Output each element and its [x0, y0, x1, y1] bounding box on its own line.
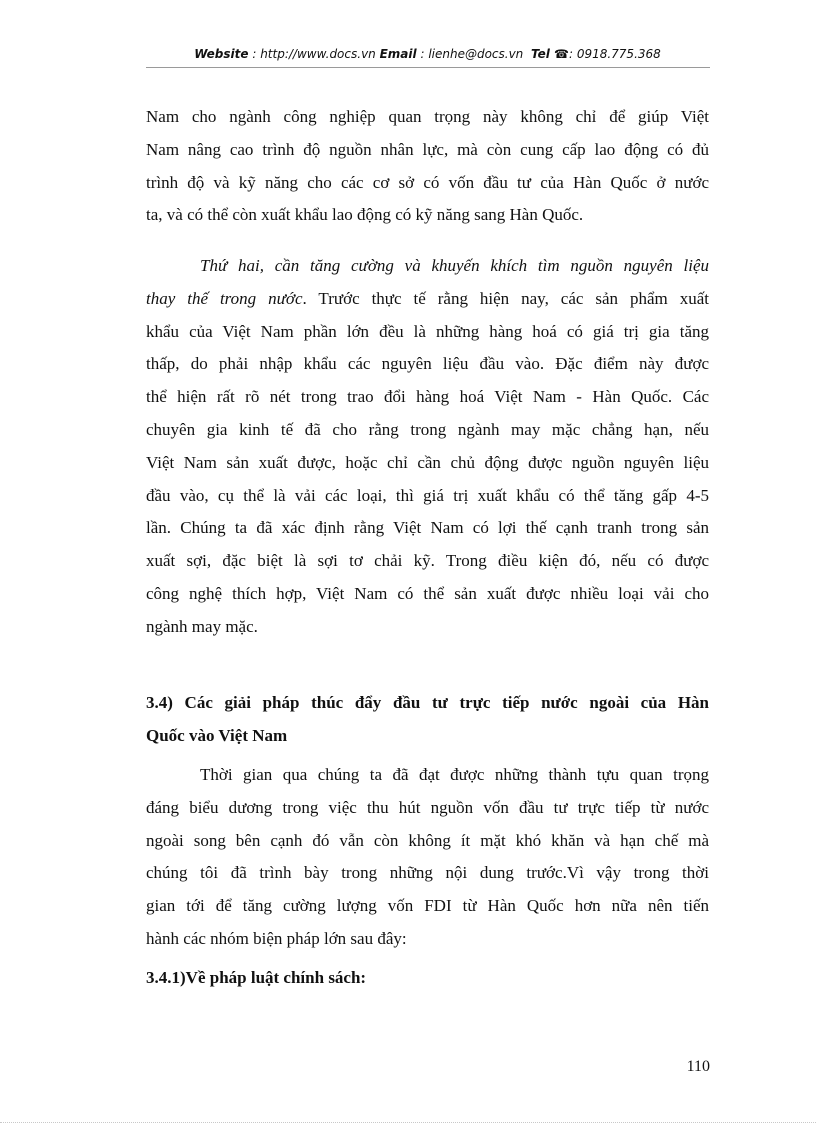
tel-separator: :	[568, 47, 577, 61]
heading-line: 3.4) Các giải pháp thúc đẩy đầu tư trực tiếp nước ngoài của Hàn	[146, 693, 709, 712]
text-line: đáng biểu dương trong việc thu hút nguồn vốn đầu tư trực tiếp từ nước	[146, 797, 709, 817]
website-label: Website	[194, 47, 249, 61]
heading-line: Quốc vào Việt Nam	[146, 725, 288, 745]
text-line: Nam cho ngành công nghiệp quan trọng này không chỉ để giúp Việt	[146, 107, 709, 126]
paragraph-1	[146, 101, 709, 232]
paragraph-2	[146, 250, 709, 644]
text-line: ta, và có thể còn xuất khẩu lao động có kỹ năng sang Hàn Quốc.	[146, 205, 584, 225]
subsection-heading	[146, 962, 709, 995]
text-line: Thời gian qua chúng ta đã đạt được những thành tựu quan trọng	[200, 765, 709, 784]
text-line: chúng tôi đã trình bày trong những nội dung trước.Vì vậy trong thời	[146, 863, 709, 883]
email-separator: :	[416, 47, 429, 61]
text-line: Thứ hai, cần tăng cường và khuyến khích tìm nguồn nguyên liệu	[200, 256, 709, 275]
text-line: Việt Nam sản xuất được, hoặc chỉ cần chủ động được nguồn nguyên liệu	[146, 452, 709, 472]
text-line: Nam nâng cao trình độ nguồn nhân lực, mà còn cung cấp lao động có đủ	[146, 139, 709, 159]
text-line: lần. Chúng ta đã xác định rằng Việt Nam có lợi thế cạnh tranh trong sản	[146, 518, 709, 538]
page-number: 110	[686, 1058, 710, 1075]
text-line: xuất sợi, đặc biệt là sợi tơ chải kỹ. Trong điều kiện đó, nếu có được	[146, 551, 709, 571]
section-heading	[146, 687, 709, 753]
text-line: đầu vào, cụ thể là vải các loại, thì giá trị xuất khẩu có thể tăng gấp 4-5	[146, 485, 709, 505]
text-line: chuyên gia kinh tế đã cho rằng trong ngành may mặc chẳng hạn, nếu	[146, 419, 709, 439]
website-separator: :	[248, 47, 261, 61]
page-header	[146, 47, 709, 61]
text-line: hành các nhóm biện pháp lớn sau đây:	[146, 928, 407, 948]
text-line: thể hiện rất rõ nét trong trao đổi hàng hoá Việt Nam - Hàn Quốc. Các	[146, 387, 709, 407]
italic-phrase: thay thế trong nước	[146, 288, 303, 308]
tel-label: Tel ☎	[530, 47, 569, 61]
subheading-text: 3.4.1)Về pháp luật chính sách:	[146, 968, 367, 987]
text-line: công nghệ thích hợp, Việt Nam có thể sản xuất được nhiều loại vải cho	[146, 583, 709, 603]
text-line	[146, 283, 709, 316]
text-line: trình độ và kỹ năng cho các cơ sở có vốn đầu tư của Hàn Quốc ở nước	[146, 172, 709, 192]
website-url[interactable]: http://www.docs.vn	[260, 47, 376, 61]
email-address[interactable]: lienhe@docs.vn	[428, 47, 524, 61]
text-fragment: . Trước thực tế rằng hiện nay, các sản phẩm xuất	[302, 288, 709, 308]
text-line: ngoài song bên cạnh đó vẫn còn không ít mặt khó khăn và hạn chế mà	[146, 830, 709, 850]
header-divider	[146, 67, 710, 68]
text-line: thấp, do phải nhập khẩu các nguyên liệu đầu vào. Đặc điểm này được	[146, 354, 709, 374]
text-line: gian tới để tăng cường lượng vốn FDI từ Hàn Quốc hơn nữa nên tiến	[146, 896, 709, 916]
tel-number: 0918.775.368	[576, 47, 661, 61]
text-line: khẩu của Việt Nam phần lớn đều là những hàng hoá có giá trị gia tăng	[146, 321, 709, 341]
email-label: Email	[379, 47, 417, 61]
text-line: ngành may mặc.	[146, 616, 258, 636]
paragraph-3	[146, 759, 709, 956]
